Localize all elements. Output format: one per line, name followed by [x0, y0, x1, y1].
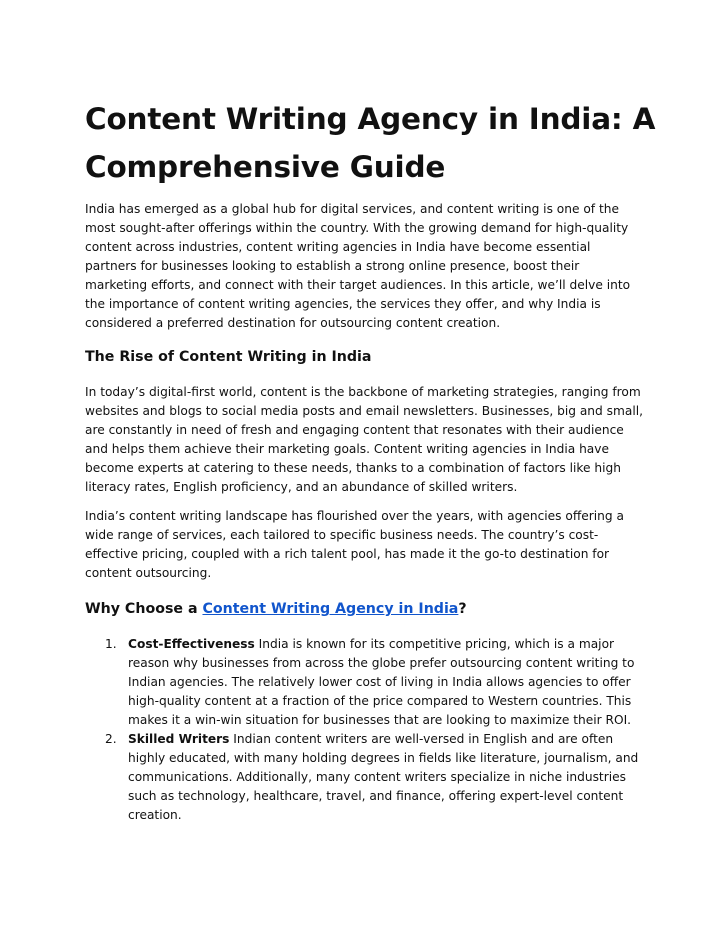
list-item-text: India is known for its competitive pricing, which is a major reason why businesses from across the globe prefer outsourcing content writing to Indian agencies. The relatively lower cost of living in India allows agencies to offer high-quality content at a fraction of the price compared to Western countries. This makes it a win-win situation for businesses that are looking to maximize their ROI.	[128, 637, 635, 727]
heading-suffix: ?	[458, 601, 467, 617]
list-number: 2.	[105, 732, 117, 746]
rise-paragraph-1: In today’s digital-first world, content is the backbone of marketing strategies, ranging from websites and blogs to social media posts and email newsletters. Businesses, big and small, are constantly in need of fresh and engaging content that resonates with their audience and helps them achieve their marketing goals. Content writing agencies in India have become experts at catering to these needs, thanks to a combination of factors like high literacy rates, English proficiency, and an abundance of skilled writers.	[85, 385, 643, 494]
list-item	[85, 730, 645, 825]
intro-paragraph: India has emerged as a global hub for digital services, and content writing is one of the most sought-after offerings within the country. With the growing demand for high-quality content across industries, content writing agencies in India have become essential partners for businesses looking to establish a strong online presence, boost their marketing efforts, and connect with their target audiences. In this article, we’ll delve into the importance of content writing agencies, the services they offer, and why India is considered a preferred destination for outsourcing content creation.	[85, 202, 631, 330]
section-heading-why	[85, 599, 467, 619]
list-number: 1.	[105, 637, 117, 651]
section-heading-rise: The Rise of Content Writing in India	[85, 349, 372, 365]
heading-prefix: Why Choose a	[85, 601, 203, 617]
list-item-title: Skilled Writers	[128, 732, 230, 746]
rise-paragraph-2: India’s content writing landscape has flourished over the years, with agencies offering a wide range of services, each tailored to specific business needs. The country’s cost-effective pricing, coupled with a rich talent pool, has made it the go-to destination for content outsourcing.	[85, 509, 624, 580]
list-item-text: Indian content writers are well-versed in English and are often highly educated, with many holding degrees in fields like literature, journalism, and communications. Additionally, many content writers specialize in niche industries such as technology, healthcare, travel, and finance, offering expert-level content creation.	[128, 732, 639, 822]
reasons-list	[85, 635, 645, 825]
list-item	[85, 635, 645, 730]
page-title: Content Writing Agency in India: A Comprehensive Guide	[85, 102, 656, 184]
list-item-title: Cost-Effectiveness	[128, 637, 255, 651]
agency-link[interactable]: Content Writing Agency in India	[202, 601, 459, 617]
